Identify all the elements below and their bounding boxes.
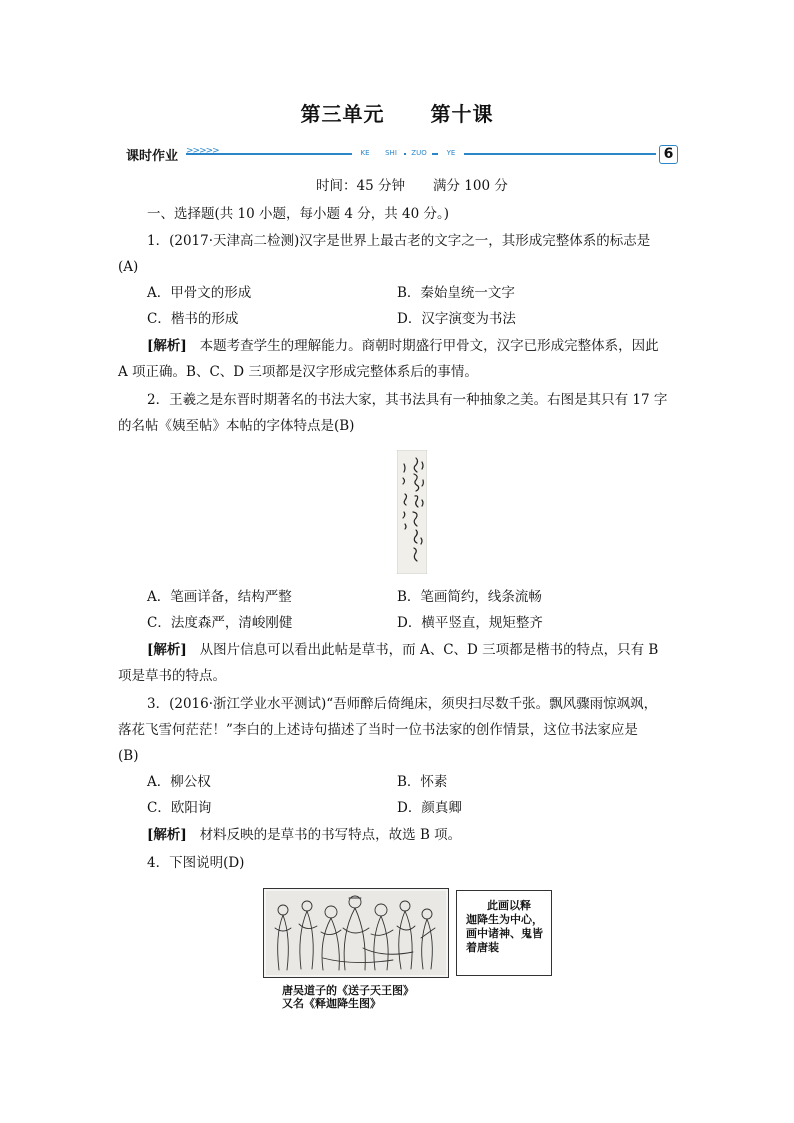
header-pin: KE	[352, 152, 378, 157]
question-2-line: 的名帖《姨至帖》本帖的字体特点是(B)	[118, 418, 355, 434]
question-1-line: 1．(2017·天津高二检测)汉字是世界上最古老的文字之一，其形成完整体系的标志是	[147, 233, 651, 249]
question-1-analysis: A 项正确。B、C、D 三项都是汉字形成完整体系后的事情。	[118, 364, 478, 380]
header-pin: YE	[438, 152, 464, 157]
note-text: 着唐装	[466, 941, 499, 954]
painting-caption: 唐吴道子的《送子天王图》	[282, 984, 414, 997]
question-1-answer: (A)	[118, 259, 139, 275]
question-4-line: 4．下图说明(D)	[147, 855, 245, 871]
question-1-option: B．秦始皇统一文字	[397, 285, 515, 301]
question-3-option: D．颜真卿	[397, 800, 462, 816]
time-limit: 时间：45 分钟	[316, 178, 405, 194]
note-text: 此画以释	[487, 899, 531, 912]
question-3-answer: (B)	[118, 748, 139, 764]
question-3-analysis: [解析] 材料反映的是草书的书写特点，故选 B 项。	[147, 827, 462, 843]
note-box	[456, 890, 552, 976]
total-score: 满分 100 分	[433, 178, 508, 194]
painting-image	[263, 888, 449, 978]
question-3-option: B．怀素	[397, 774, 448, 790]
question-2-line: 2．王羲之是东晋时期著名的书法大家，其书法具有一种抽象之美。右图是其只有 17 字	[147, 392, 668, 408]
painting-caption: 又名《释迦降生图》	[282, 997, 381, 1010]
section-heading: 一、选择题(共 10 小题，每小题 4 分，共 40 分。)	[147, 206, 449, 222]
header-pin: SHI	[378, 152, 404, 157]
question-1-option: D．汉字演变为书法	[397, 311, 516, 327]
unit-title: 第三单元	[300, 102, 385, 126]
header-pin: ZUO	[406, 152, 432, 157]
header-bar-label: 课时作业	[126, 149, 179, 164]
header-bar-arrows: >>>>>	[186, 146, 219, 156]
question-2-option: D．横平竖直，规矩整齐	[397, 615, 543, 631]
question-2-option: A．笔画详备，结构严整	[147, 589, 292, 605]
note-text: 迦降生为中心，	[466, 913, 543, 926]
question-1-analysis: [解析] 本题考查学生的理解能力。商朝时期盛行甲骨文，汉字已形成完整体系，因此	[147, 338, 659, 354]
question-2-analysis: [解析] 从图片信息可以看出此帖是草书，而 A、C、D 三项都是楷书的特点，只有 B	[147, 642, 659, 658]
question-1-option: A．甲骨文的形成	[147, 285, 252, 301]
lesson-title: 第十课	[430, 102, 494, 126]
question-3-line: 3．(2016·浙江学业水平测试)“吾师醉后倚绳床，须臾扫尽数千张。飘风骤雨惊飒飒，	[147, 696, 658, 712]
note-text: 画中诸神、鬼皆	[466, 927, 543, 940]
question-1-option: C．楷书的形成	[147, 311, 239, 327]
question-2-option: C．法度森严，清峻刚健	[147, 615, 293, 631]
question-2-option: B．笔画简约，线条流畅	[397, 589, 542, 605]
lesson-number-badge: 6	[659, 145, 678, 164]
question-3-line: 落花飞雪何茫茫！”李白的上述诗句描述了当时一位书法家的创作情景，这位书法家应是	[118, 722, 638, 738]
calligraphy-image	[397, 450, 427, 574]
question-2-analysis: 项是草书的特点。	[118, 668, 226, 684]
page-title	[0, 98, 794, 127]
question-3-option: C．欧阳询	[147, 800, 212, 816]
question-3-option: A．柳公权	[147, 774, 211, 790]
